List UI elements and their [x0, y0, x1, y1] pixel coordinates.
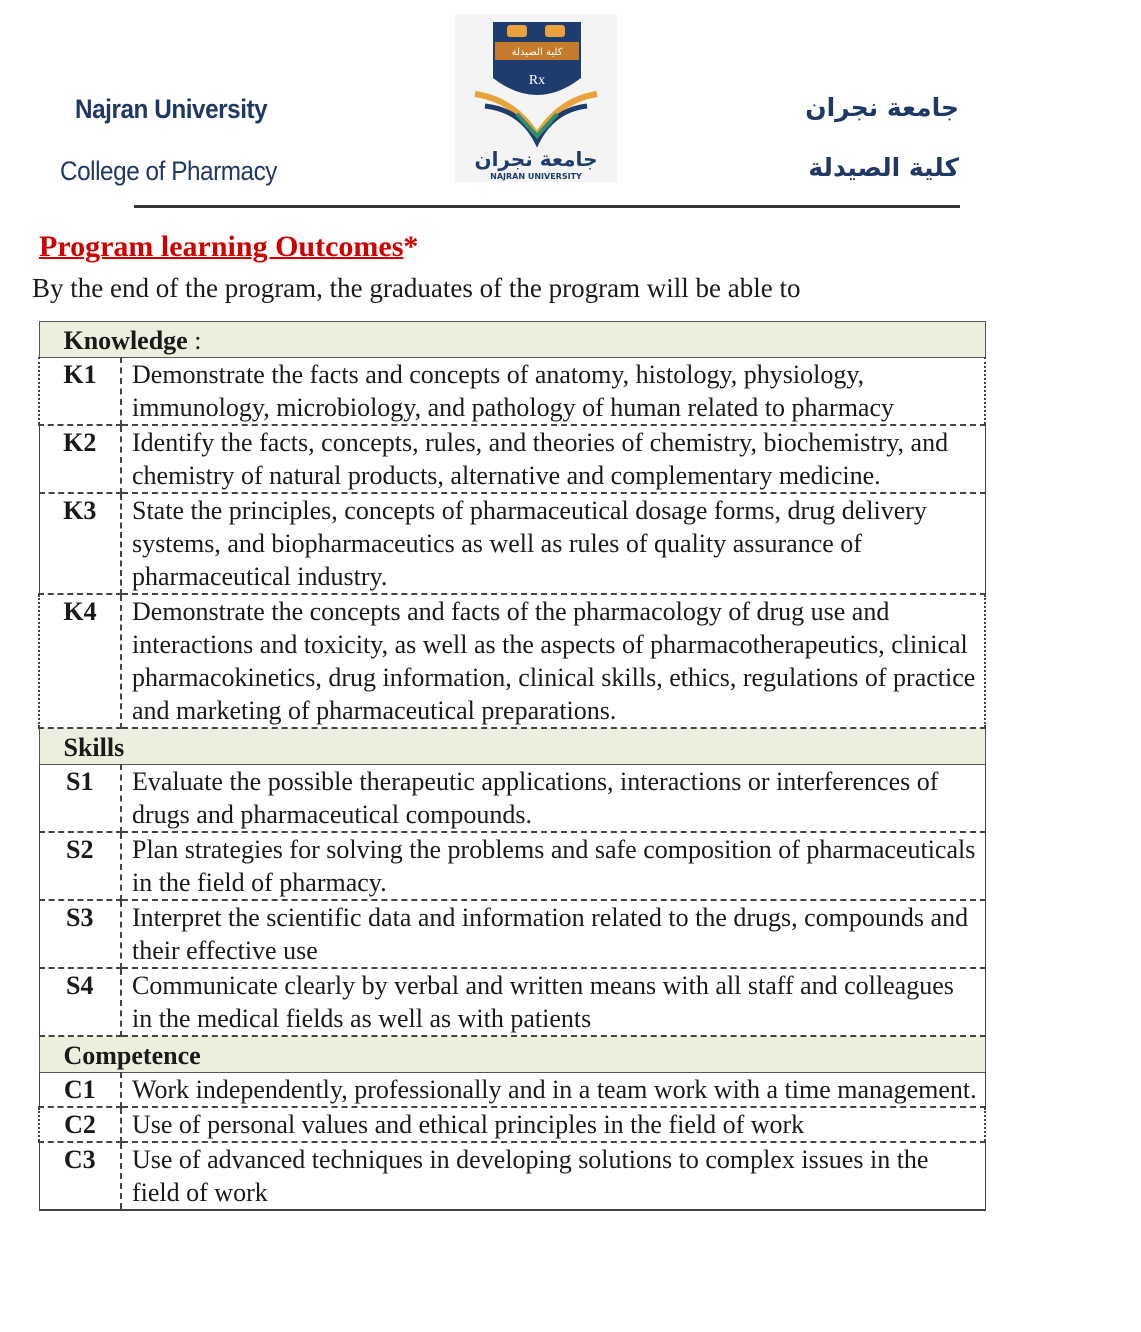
- outcome-text: Demonstrate the concepts and facts of the pharmacology of drug use and interactions and toxicity, as well as the aspects of pharmacotherapeutics, clinical pharmacokinetics, drug information, clinical skills, ethics, regulations of practice and marketing of pharmaceutical preparations.: [121, 594, 985, 728]
- table-row: [39, 1107, 985, 1142]
- university-logo: [455, 14, 617, 182]
- intro-text: By the end of the program, the graduates of the program will be able to: [32, 273, 801, 303]
- university-name-en: Najran University: [75, 94, 268, 124]
- outcome-code: C2: [39, 1107, 121, 1142]
- outcome-code: K1: [39, 358, 121, 426]
- outcome-text: Use of advanced techniques in developing solutions to complex issues in the field of work: [121, 1142, 985, 1210]
- section-header-skills: [39, 728, 985, 765]
- section-label: Competence: [63, 1041, 201, 1070]
- section-label: Skills: [63, 733, 125, 762]
- table-row: [39, 594, 985, 728]
- table-row: [39, 968, 985, 1036]
- outcome-text: Demonstrate the facts and concepts of anatomy, histology, physiology, immunology, microbiology, and pathology of human related to pharmacy: [121, 358, 985, 426]
- table-row: [39, 425, 985, 493]
- logo-english-wordmark: NAJRAN UNIVERSITY: [490, 172, 582, 181]
- outcome-code: K3: [39, 493, 121, 594]
- page-title: [39, 230, 418, 264]
- logo-banner-text: كلية الصيدلة: [511, 47, 563, 58]
- outcome-text: Evaluate the possible therapeutic applications, interactions or interferences of drugs and pharmaceutical compounds.: [121, 765, 985, 833]
- header-divider: [134, 205, 960, 208]
- section-label-suffix: :: [187, 326, 202, 355]
- outcome-text: Identify the facts, concepts, rules, and theories of chemistry, biochemistry, and chemistry of natural products, alternative and complementary medicine.: [121, 425, 985, 493]
- section-label: Knowledge: [63, 326, 188, 355]
- outcome-code: K4: [39, 594, 121, 728]
- outcome-code: C1: [39, 1073, 121, 1108]
- table-row: [39, 1142, 985, 1210]
- table-row: [39, 358, 985, 426]
- college-name-en: College of Pharmacy: [60, 156, 278, 186]
- table-row: [39, 900, 985, 968]
- section-header-competence: [39, 1036, 985, 1073]
- table-row: [39, 1073, 985, 1108]
- university-name-ar: جامعة نجران: [805, 93, 959, 122]
- logo-rx-text: Rx: [528, 73, 546, 88]
- table-row: [39, 493, 985, 594]
- outcomes-table: [38, 321, 986, 1211]
- outcome-text: Work independently, professionally and in a team work with a time management.: [121, 1073, 985, 1108]
- logo-arabic-wordmark: جامعة نجران: [474, 147, 598, 171]
- outcome-code: S2: [39, 832, 121, 900]
- outcome-code: K2: [39, 425, 121, 493]
- outcome-text: State the principles, concepts of pharmaceutical dosage forms, drug delivery systems, and biopharmaceutics as well as rules of quality assurance of pharmaceutical industry.: [121, 493, 985, 594]
- outcome-code: S1: [39, 765, 121, 833]
- outcome-text: Use of personal values and ethical principles in the field of work: [121, 1107, 985, 1142]
- title-asterisk: *: [403, 230, 419, 263]
- section-header-knowledge: [39, 322, 985, 358]
- college-name-ar: كلية الصيدلة: [808, 153, 959, 182]
- table-row: [39, 832, 985, 900]
- page-title-text: Program learning Outcomes: [39, 230, 404, 263]
- outcome-code: C3: [39, 1142, 121, 1210]
- table-row: [39, 765, 985, 833]
- outcome-text: Plan strategies for solving the problems and safe composition of pharmaceuticals in the field of pharmacy.: [121, 832, 985, 900]
- outcome-text: Communicate clearly by verbal and written means with all staff and colleagues in the medical fields as well as with patients: [121, 968, 985, 1036]
- outcome-text: Interpret the scientific data and information related to the drugs, compounds and their effective use: [121, 900, 985, 968]
- outcome-code: S4: [39, 968, 121, 1036]
- outcome-code: S3: [39, 900, 121, 968]
